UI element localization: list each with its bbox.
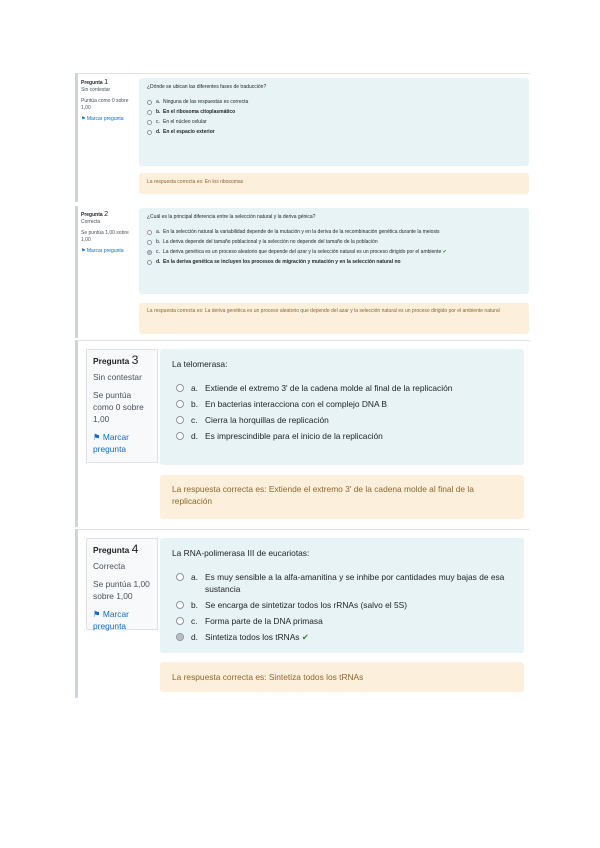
answer-option-c[interactable]: c. Cierra la horquillas de replicación <box>176 414 512 426</box>
question-3 <box>75 340 530 527</box>
flag-icon: ⚑ <box>81 248 86 254</box>
radio-button[interactable] <box>176 384 184 392</box>
flag-icon: ⚑ <box>81 116 86 122</box>
question-text: ¿Cuál es la principal diferencia entre la selección natural y la deriva génica? <box>147 214 316 220</box>
answer-option-c[interactable]: c. En el núcleo celular <box>147 119 521 126</box>
question-1-formulation <box>139 78 529 166</box>
answer-option-c[interactable]: c. Forma parte de la DNA primasa <box>176 615 512 627</box>
question-2-formulation <box>139 208 529 294</box>
answer-option-a[interactable]: a. Ninguna de las respuestas es correcta <box>147 99 521 106</box>
radio-button[interactable] <box>147 130 152 135</box>
question-text: La telomerasa: <box>172 359 228 369</box>
question-score: Se puntúa 1,00 sobre 1,00 <box>93 579 150 601</box>
flag-icon: ⚑ <box>93 432 101 442</box>
radio-button[interactable] <box>176 432 184 440</box>
question-1-feedback <box>139 173 529 194</box>
radio-button[interactable] <box>176 416 184 424</box>
flag-question-link[interactable]: ⚑ Marcar pregunta <box>81 116 124 122</box>
radio-button[interactable] <box>176 601 184 609</box>
question-4-info <box>86 538 158 630</box>
question-status: Correcta <box>81 219 101 225</box>
question-text: ¿Dónde se ubican las diferentes fases de traducción? <box>147 84 267 90</box>
question-number: Pregunta 1 <box>81 77 109 86</box>
answer-option-d[interactable]: d. En la deriva genética se incluyen los procesos de migración y mutación y en la selección natural no <box>147 259 521 266</box>
radio-button[interactable] <box>176 573 184 581</box>
correct-answer-text: La respuesta correcta es: Extiende el extremo 3' de la cadena molde al final de la replicación <box>172 484 474 506</box>
question-4-feedback <box>160 662 524 692</box>
radio-button[interactable] <box>147 230 152 235</box>
radio-button[interactable] <box>147 100 152 105</box>
correct-answer-text: La respuesta correcta es: Sintetiza todos los tRNAs <box>172 672 364 682</box>
radio-button[interactable] <box>176 400 184 408</box>
question-3-info <box>86 349 158 463</box>
check-icon: ✔ <box>301 632 309 642</box>
flag-question-link[interactable]: ⚑ Marcar pregunta <box>81 248 124 254</box>
question-number: Pregunta 4 <box>93 542 139 556</box>
question-1-info <box>78 74 134 168</box>
radio-button[interactable] <box>176 617 184 625</box>
question-score: Puntúa como 0 sobre 1,00 <box>81 98 129 111</box>
question-status: Sin contestar <box>81 87 111 93</box>
question-2-feedback <box>139 303 529 334</box>
question-score: Se puntúa como 0 sobre 1,00 <box>93 390 144 424</box>
question-4-formulation <box>160 538 524 653</box>
radio-button-selected[interactable] <box>176 633 184 641</box>
answer-option-b[interactable]: b. Se encarga de sintetizar todos los rRNAs (salvo el 5S) <box>176 599 512 611</box>
radio-button[interactable] <box>147 120 152 125</box>
question-4 <box>75 529 530 698</box>
question-3-feedback <box>160 475 524 519</box>
question-number: Pregunta 2 <box>81 209 109 218</box>
question-number: Pregunta 3 <box>93 353 139 367</box>
question-2 <box>75 206 530 338</box>
radio-button[interactable] <box>147 260 152 265</box>
question-status: Correcta <box>93 561 126 571</box>
question-status: Sin contestar <box>93 372 142 382</box>
answer-option-d[interactable]: d. En el espacio exterior <box>147 129 521 136</box>
answer-option-a[interactable]: a. Extiende el extremo 3' de la cadena molde al final de la replicación <box>176 382 512 394</box>
answer-option-c[interactable]: c. La deriva genética es un proceso aleatorio que depende del azar y la selección natural es un proceso dirigido por el ambiente ✔ <box>147 249 521 256</box>
question-text: La RNA-polimerasa III de eucariotas: <box>172 548 310 558</box>
check-icon: ✔ <box>442 249 447 255</box>
answer-option-d[interactable]: d. Sintetiza todos los tRNAs ✔ <box>176 631 512 643</box>
radio-button-selected[interactable] <box>147 250 152 255</box>
correct-answer-text: La respuesta correcta es: La deriva genética es un proceso aleatorio que depende del azar y la selección natural es un proceso dirigido por el ambiente natural <box>147 308 500 314</box>
question-score: Se puntúa 1,00 sobre 1,00 <box>81 230 129 243</box>
flag-question-link[interactable]: ⚑ Marcar pregunta <box>93 432 129 454</box>
answer-option-d[interactable]: d. Es imprescindible para el inicio de la replicación <box>176 430 512 442</box>
flag-question-link[interactable]: ⚑ Marcar pregunta <box>93 609 129 631</box>
answer-option-b[interactable]: b. La deriva depende del tamaño poblacional y la selección no depende del tamaño de la población <box>147 239 521 246</box>
answer-option-a[interactable]: a. En la selección natural la variabilidad depende de la mutación y en la deriva de la recombinación genética durante la meiosis <box>147 229 521 236</box>
radio-button[interactable] <box>147 240 152 245</box>
correct-answer-text: La respuesta correcta es: En los ribosomas <box>147 179 244 185</box>
question-1 <box>75 73 530 202</box>
flag-icon: ⚑ <box>93 609 101 619</box>
answer-option-b[interactable]: b. En bacterias interacciona con el complejo DNA B <box>176 398 512 410</box>
answer-option-b[interactable]: b. En el ribosoma citoplasmático <box>147 109 521 116</box>
radio-button[interactable] <box>147 110 152 115</box>
question-3-formulation <box>160 349 524 465</box>
question-2-info <box>78 206 134 300</box>
answer-option-a[interactable]: a. Es muy sensible a la alfa-amanitina y se inhibe por cantidades muy bajas de esa sustancia <box>176 571 512 595</box>
